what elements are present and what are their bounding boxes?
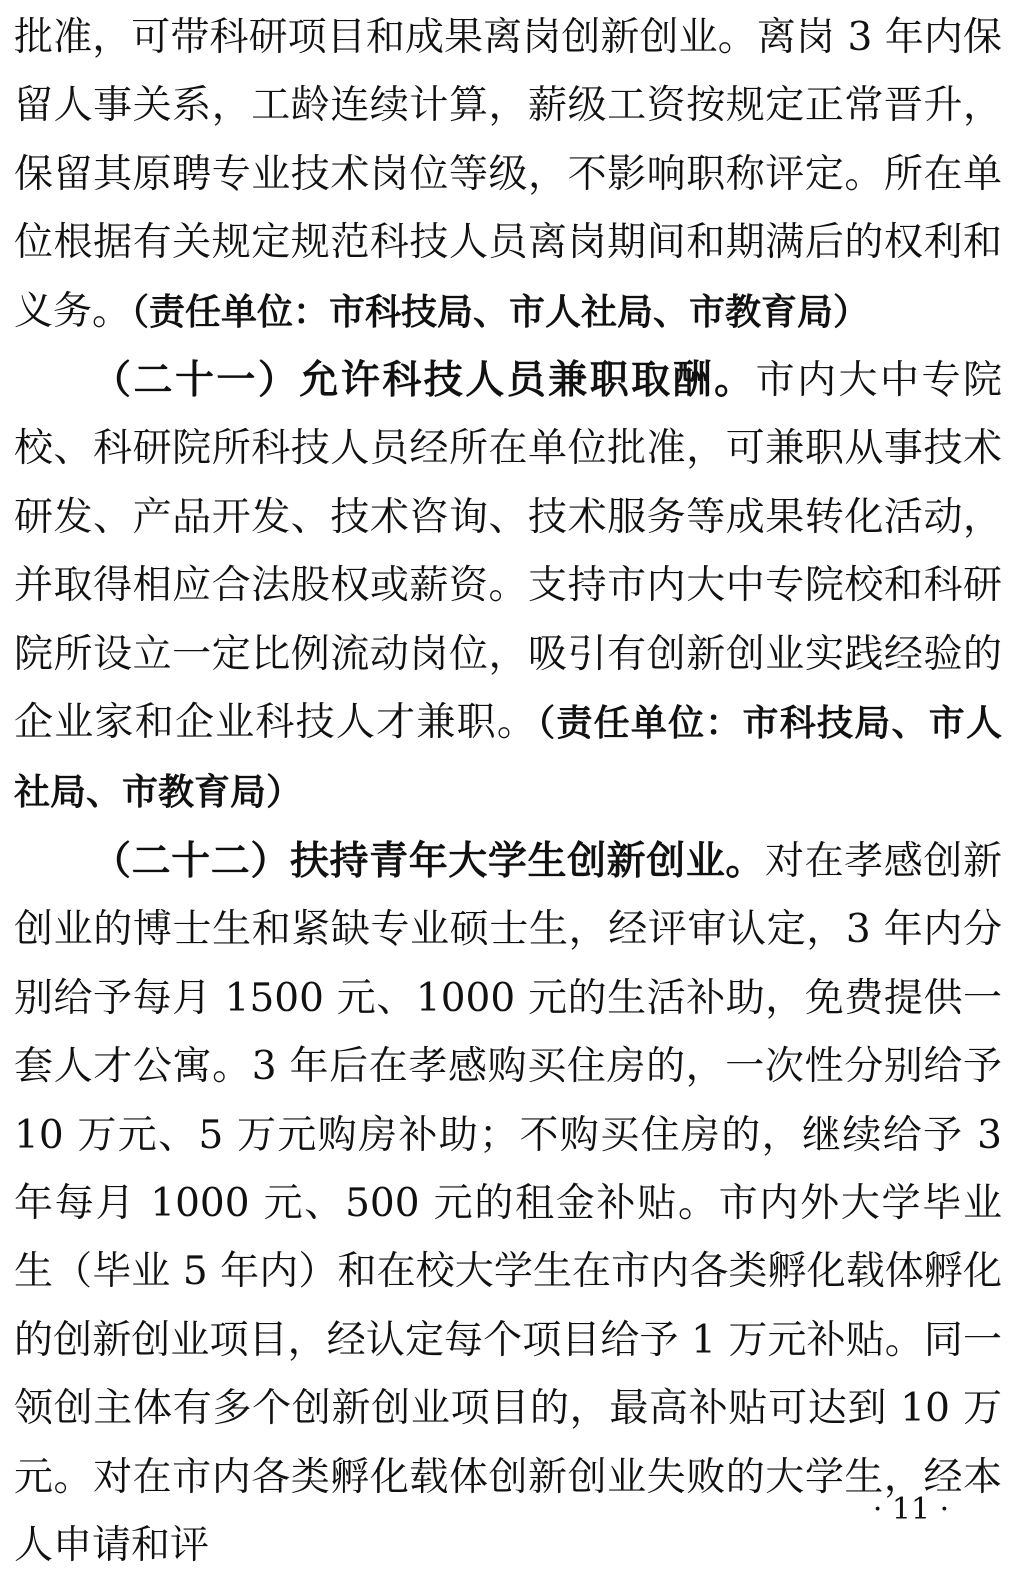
paragraph-1 (14, 4, 1002, 347)
paragraph-2-heading: （二十一）允许科技人员兼职取酬。 (92, 358, 756, 404)
paragraph-2 (14, 347, 1002, 828)
document-page (14, 4, 1002, 1580)
paragraph-1-body: 批准，可带科研项目和成果离岗创新创业。离岗 3 年内保留人事关系，工龄连续计算，薪级工资按规定正常晋升，保留其原聘专业技术岗位等级，不影响职称评定。所在单位根据有关规定规范科技人员离岗期间和期满后的权利和义务。 (14, 15, 1002, 334)
paragraph-2-body: 市内大中专院校、科研院所科技人员经所在单位批准，可兼职从事技术研发、产品开发、技术咨询、技术服务等成果转化活动，并取得相应合法股权或薪资。支持市内大中专院校和科研院所设立一定比例流动岗位，吸引有创新创业实践经验的企业家和企业科技人才兼职。 (14, 358, 1002, 746)
paragraph-2-responsibility: （责任单位：市科技局、市人社局、市教育局） (14, 703, 1002, 814)
page-number: · 11 · (872, 1492, 950, 1527)
paragraph-3 (14, 828, 1002, 1580)
paragraph-3-body: 对在孝感创新创业的博士生和紧缺专业硕士生，经评审认定，3 年内分别给予每月 1500 元、1000 元的生活补助，免费提供一套人才公寓。3 年后在孝感购买住房的，一次性分别给予 10 万元、5 万元购房补助；不购买住房的，继续给予 3 年每月 1000 元、500 元的租金补贴。市内外大学毕业生（毕业 5 年内）和在校大学生在市内各类孵化载体孵化的创新创业项目，经认定每个项目给予 1 万元补贴。同一领创主体有多个创新创业项目的，最高补贴可达到 10 万元。对在市内各类孵化载体创新创业失败的大学生，经本人申请和评 (14, 838, 1002, 1568)
paragraph-3-heading: （二十二）扶持青年大学生创新创业。 (92, 838, 766, 884)
paragraph-1-responsibility: （责任单位：市科技局、市人社局、市教育局） (131, 291, 870, 333)
